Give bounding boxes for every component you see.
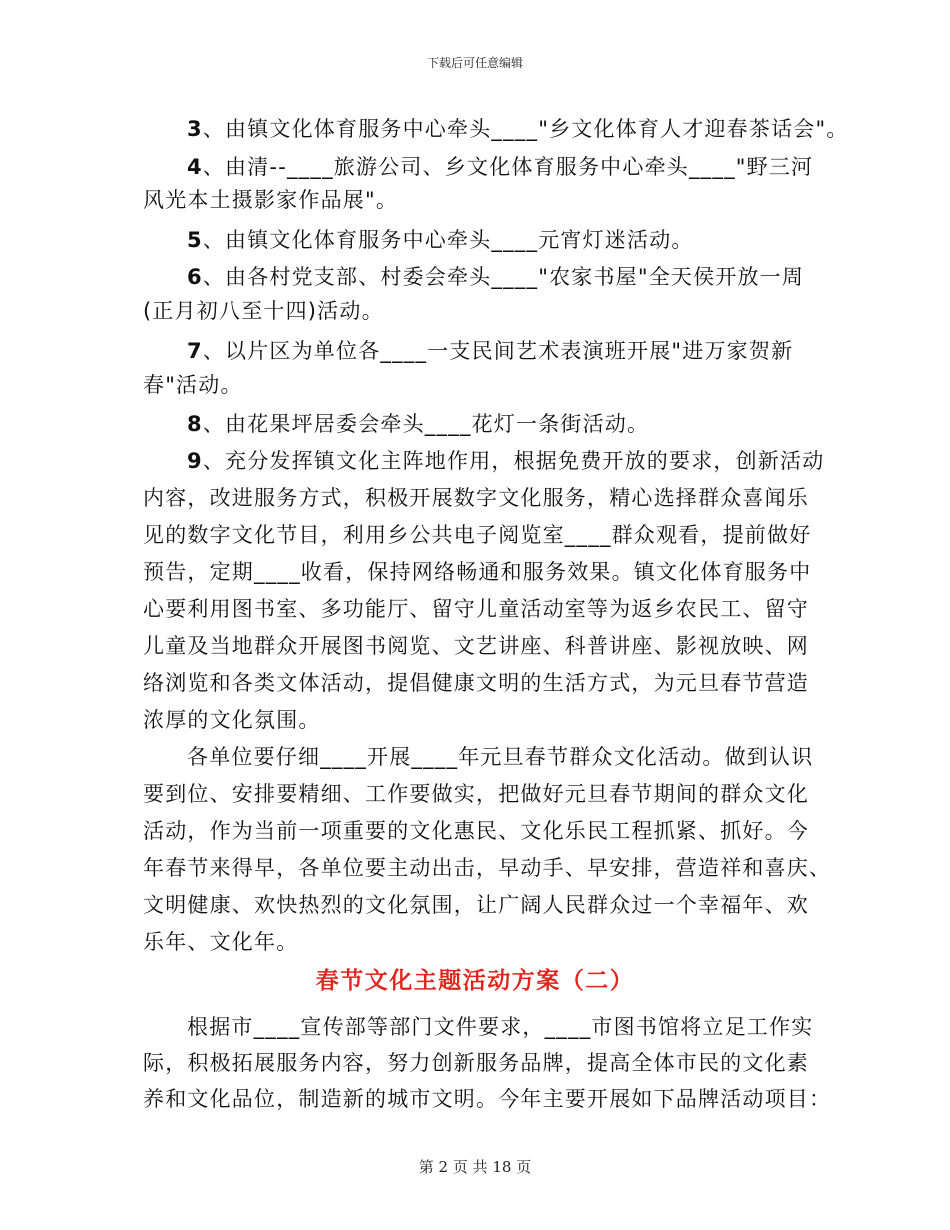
item-text: 、由镇文化体育服务中心牵头____元宵灯迷活动。 (202, 228, 694, 252)
list-item-6 (187, 265, 804, 289)
paragraph-line: 年春节来得早，各单位要主动出击，早动手、早安排，营造祥和喜庆、 (143, 856, 832, 880)
list-item-5 (187, 228, 694, 252)
paragraph-line: 心要利用图书室、多功能厅、留守儿童活动室等为返乡农民工、留守 (143, 597, 809, 621)
item-number: 5 (187, 228, 203, 252)
paragraph-line: 儿童及当地群众开展图书阅览、文艺讲座、科普讲座、影视放映、网 (143, 634, 809, 658)
item-text: 、由镇文化体育服务中心牵头____"乡文化体育人才迎春茶话会"。 (202, 117, 849, 141)
list-item-9 (187, 449, 824, 473)
list-item-7-continuation: 春"活动。 (143, 373, 243, 397)
section-title: 春节文化主题活动方案（二） (315, 968, 635, 994)
paragraph-line: 浓厚的文化氛围。 (143, 708, 321, 732)
page-number-footer: 第 2 页 共 18 页 (418, 1158, 532, 1176)
paragraph-line: 要到位、安排要精细、工作要做实，把做好元旦春节期间的群众文化 (143, 782, 809, 806)
list-item-7 (187, 339, 793, 363)
list-item-3 (187, 117, 849, 141)
item-number: 9 (187, 449, 203, 473)
item-number: 6 (187, 265, 203, 289)
paragraph-line: 际，积极拓展服务内容，努力创新服务品牌，提高全体市民的文化素 (143, 1051, 809, 1075)
paragraph-line: 见的数字文化节目，利用乡公共电子阅览室____群众观看，提前做好 (143, 523, 812, 547)
item-text: 、由各村党支部、村委会牵头____"农家书屋"全天侯开放一周 (202, 265, 805, 289)
paragraph-line: 养和文化品位，制造新的城市文明。今年主要开展如下品牌活动项目： (143, 1087, 832, 1111)
paragraph-line: 预告，定期____收看，保持网络畅通和服务效果。镇文化体育服务中 (143, 560, 812, 584)
list-item-4-continuation: 风光本土摄影家作品展"。 (143, 188, 399, 212)
list-item-6-continuation: (正月初八至十四)活动。 (143, 299, 384, 323)
item-number: 7 (187, 339, 203, 363)
paragraph-first-line: 根据市____宣传部等部门文件要求，____市图书馆将立足工作实 (187, 1015, 814, 1039)
item-number: 8 (187, 412, 203, 436)
list-item-8 (187, 412, 649, 436)
paragraph-line: 文明健康、欢快热烈的文化氛围，让广阔人民群众过一个幸福年、欢 (143, 893, 809, 917)
paragraph-line: 内容，改进服务方式，积极开展数字文化服务，精心选择群众喜闻乐 (143, 486, 809, 510)
paragraph-line: 活动，作为当前一项重要的文化惠民、文化乐民工程抓紧、抓好。今 (143, 819, 809, 843)
page-header-note: 下载后可任意编辑 (426, 56, 523, 70)
item-text: 、由花果坪居委会牵头____花灯一条街活动。 (202, 412, 650, 436)
paragraph-line: 络浏览和各类文体活动，提倡健康文明的生活方式，为元旦春节营造 (143, 671, 809, 695)
paragraph-line: 乐年、文化年。 (143, 930, 299, 954)
item-number: 3 (187, 117, 203, 141)
item-text: 、由清--____旅游公司、乡文化体育服务中心牵头____"野三河 (202, 155, 814, 179)
item-text: 、充分发挥镇文化主阵地作用，根据免费开放的要求，创新活动 (202, 449, 825, 473)
paragraph-first-line: 各单位要仔细____开展____年元旦春节群众文化活动。做到认识 (187, 745, 814, 769)
item-text: 、以片区为单位各____一支民间艺术表演班开展"进万家贺新 (202, 339, 794, 363)
list-item-4 (187, 155, 813, 179)
item-number: 4 (187, 155, 203, 179)
